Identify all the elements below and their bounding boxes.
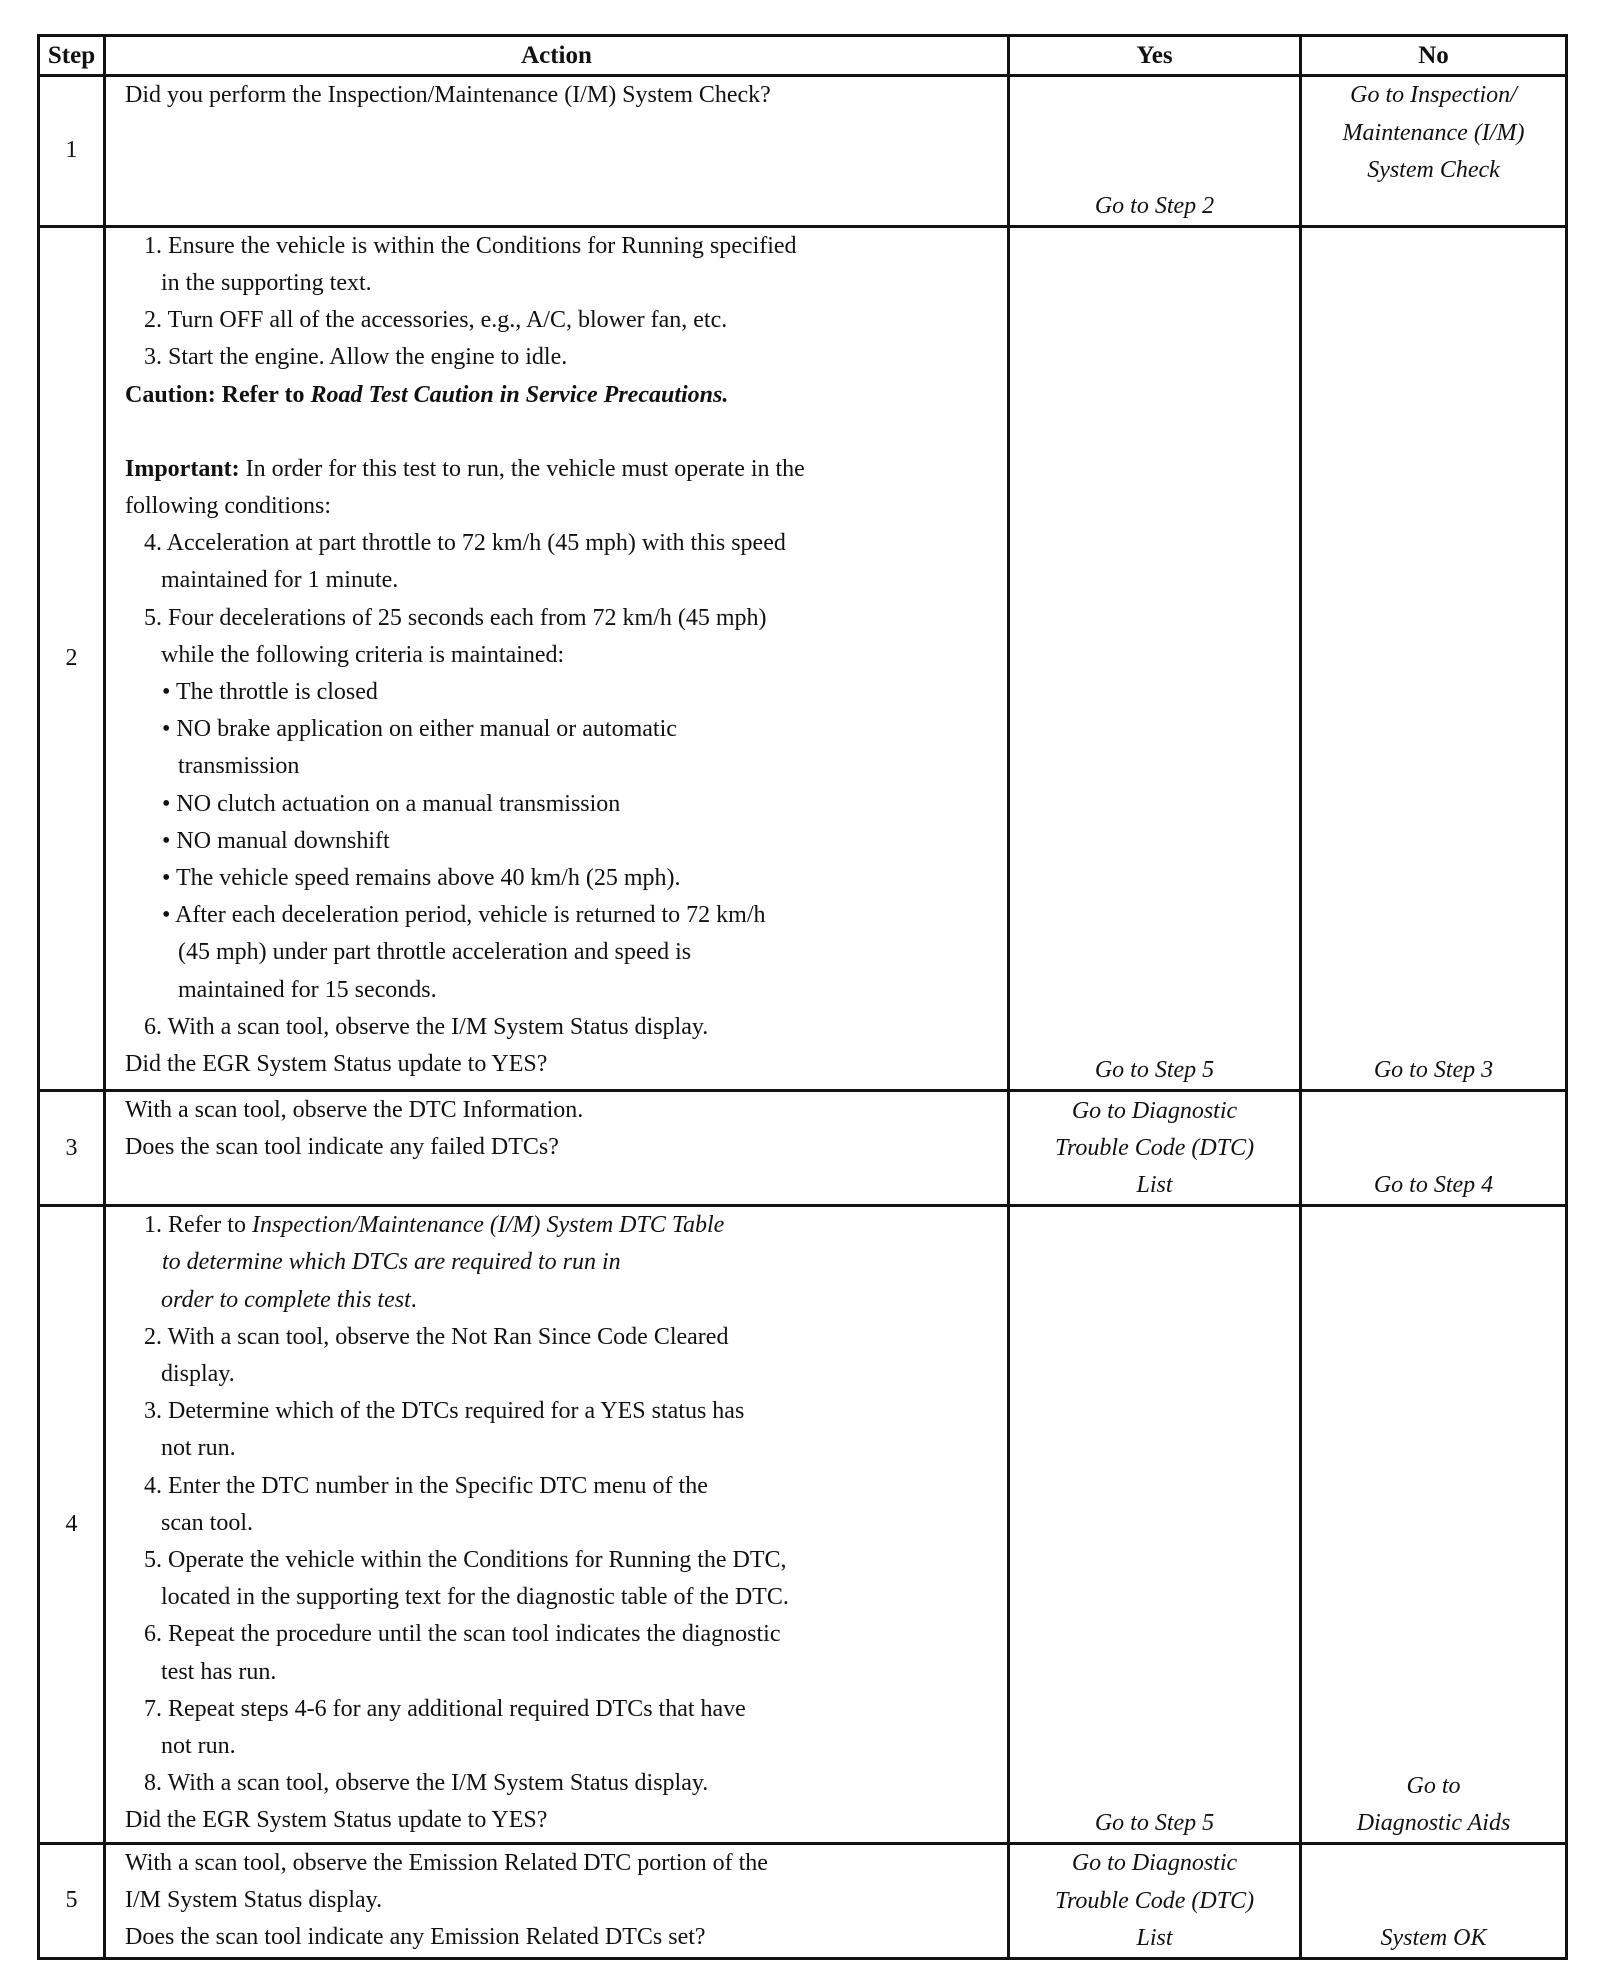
action-line: 7. Repeat steps 4-6 for any additional required DTCs that have xyxy=(144,1695,746,1722)
header-no: No xyxy=(1301,36,1567,76)
action-cell xyxy=(105,76,1009,226)
no-cell xyxy=(1301,76,1567,226)
yes-line: Trouble Code (DTC) xyxy=(1054,1887,1255,1914)
no-line: Diagnostic Aids xyxy=(1356,1809,1511,1836)
action-line: 8. With a scan tool, observe the I/M System Status display. xyxy=(144,1770,709,1797)
yes-cell xyxy=(1009,76,1301,226)
action-line: not run. xyxy=(161,1733,236,1760)
step-number: 2 xyxy=(39,226,105,1091)
action-line xyxy=(125,1244,995,1281)
step-number: 1 xyxy=(39,76,105,226)
action-line: 3. Start the engine. Allow the engine to idle. xyxy=(144,344,568,371)
yes-line: List xyxy=(1136,1171,1173,1198)
action-line: following conditions: xyxy=(125,492,331,519)
bullet-line: (45 mph) under part throttle acceleration and speed is xyxy=(178,939,692,966)
header-yes: Yes xyxy=(1009,36,1301,76)
action-line xyxy=(125,1207,995,1244)
table-row-step-5 xyxy=(39,1844,1567,1959)
bullet-line: • NO manual downshift xyxy=(162,827,390,854)
header-step: Step xyxy=(39,36,105,76)
yes-cell xyxy=(1009,1844,1301,1959)
action-line: 2. Turn OFF all of the accessories, e.g., A/C, blower fan, etc. xyxy=(144,307,728,334)
table-row-step-2 xyxy=(39,226,1567,1091)
yes-cell xyxy=(1009,1091,1301,1206)
important-line xyxy=(125,451,995,488)
no-cell xyxy=(1301,226,1567,1091)
no-line: System OK xyxy=(1380,1924,1487,1951)
step-number: 5 xyxy=(39,1844,105,1959)
header-row xyxy=(39,36,1567,76)
action-line: I/M System Status display. xyxy=(125,1887,383,1914)
bullet-line: • NO brake application on either manual or automatic xyxy=(162,716,677,743)
diagnostic-table xyxy=(37,34,1568,1960)
action-line: 6. With a scan tool, observe the I/M System Status display. xyxy=(144,1013,709,1040)
yes-line: Go to Diagnostic xyxy=(1071,1097,1238,1124)
yes-line: Trouble Code (DTC) xyxy=(1054,1134,1255,1161)
yes-line: Go to Diagnostic xyxy=(1071,1850,1238,1877)
important-text: In order for this test to run, the vehicle must operate in the xyxy=(239,455,805,482)
action-line xyxy=(125,1282,995,1319)
no-line: System Check xyxy=(1367,156,1500,183)
no-line: Go to Step 3 xyxy=(1373,1057,1494,1084)
action-line: maintained for 1 minute. xyxy=(161,567,399,594)
action-line: scan tool. xyxy=(161,1509,253,1536)
refer-table-continued: to determine which DTCs are required to run in xyxy=(162,1249,621,1276)
action-cell xyxy=(105,1844,1009,1959)
bullet-line: transmission xyxy=(178,753,300,780)
spacer xyxy=(125,414,995,451)
yes-line: Go to Step 5 xyxy=(1094,1057,1215,1084)
action-line: With a scan tool, observe the Emission Related DTC portion of the xyxy=(125,1850,768,1877)
action-line: 2. With a scan tool, observe the Not Ran Since Code Cleared xyxy=(144,1323,729,1350)
caution-line xyxy=(125,377,995,414)
step-number: 4 xyxy=(39,1206,105,1844)
action-question: Does the scan tool indicate any failed DTCs? xyxy=(125,1134,559,1161)
no-cell xyxy=(1301,1206,1567,1844)
action-line: 5. Four decelerations of 25 seconds each from 72 km/h (45 mph) xyxy=(144,604,767,631)
action-question: Did the EGR System Status update to YES? xyxy=(125,1051,548,1077)
no-line: Maintenance (I/M) xyxy=(1342,119,1525,146)
no-cell xyxy=(1301,1844,1567,1959)
yes-line: Go to Step 5 xyxy=(1094,1809,1215,1836)
bullet-line: • NO clutch actuation on a manual transmission xyxy=(162,790,621,817)
action-line: 1. Ensure the vehicle is within the Conditions for Running specified xyxy=(144,232,797,259)
action-line: 5. Operate the vehicle within the Conditions for Running the DTC, xyxy=(144,1547,787,1573)
action-cell xyxy=(105,1091,1009,1206)
no-line: Go to xyxy=(1406,1772,1461,1799)
action-line: located in the supporting text for the diagnostic table of the DTC. xyxy=(161,1584,789,1611)
action-line: in the supporting text. xyxy=(161,269,372,296)
action-cell xyxy=(105,226,1009,1091)
bullet-line: • The throttle is closed xyxy=(162,678,378,705)
step-number: 3 xyxy=(39,1091,105,1206)
yes-line: Go to Step 2 xyxy=(1094,192,1215,219)
yes-cell xyxy=(1009,1206,1301,1844)
caution-reference: Road Test Caution in Service Precautions. xyxy=(310,381,729,408)
action-line: Did you perform the Inspection/Maintenance (I/M) System Check? xyxy=(125,82,771,109)
action-line: while the following criteria is maintained: xyxy=(161,641,565,668)
important-label: Important: xyxy=(125,455,240,482)
bullet-line: maintained for 15 seconds. xyxy=(178,976,437,1003)
no-line: Go to Step 4 xyxy=(1373,1171,1494,1198)
bullet-line: • The vehicle speed remains above 40 km/h (25 mph). xyxy=(162,864,681,891)
action-cell xyxy=(105,1206,1009,1844)
action-question: Does the scan tool indicate any Emission Related DTCs set? xyxy=(125,1924,706,1951)
header-action: Action xyxy=(105,36,1009,76)
bullet-line: • After each deceleration period, vehicle is returned to 72 km/h xyxy=(162,902,766,929)
no-cell xyxy=(1301,1091,1567,1206)
period: . xyxy=(410,1286,417,1313)
action-line: not run. xyxy=(161,1435,236,1462)
refer-text: 1. Refer to xyxy=(144,1212,252,1239)
refer-table-name: Inspection/Maintenance (I/M) System DTC Table xyxy=(251,1212,725,1239)
refer-table-continued: order to complete this test xyxy=(161,1286,411,1313)
action-question: Did the EGR System Status update to YES? xyxy=(125,1807,548,1834)
yes-cell xyxy=(1009,226,1301,1091)
table-row-step-4 xyxy=(39,1206,1567,1844)
caution-label: Caution: Refer to xyxy=(125,381,311,408)
yes-line: List xyxy=(1136,1924,1173,1951)
action-line: test has run. xyxy=(161,1658,277,1685)
table-row-step-3 xyxy=(39,1091,1567,1206)
action-line: With a scan tool, observe the DTC Information. xyxy=(125,1097,584,1124)
action-line: 4. Acceleration at part throttle to 72 km/h (45 mph) with this speed xyxy=(144,530,786,557)
action-line: display. xyxy=(161,1360,235,1387)
action-line: 3. Determine which of the DTCs required for a YES status has xyxy=(144,1398,745,1425)
no-line: Go to Inspection/ xyxy=(1350,82,1517,109)
action-line: 6. Repeat the procedure until the scan tool indicates the diagnostic xyxy=(144,1621,781,1648)
action-line: 4. Enter the DTC number in the Specific DTC menu of the xyxy=(144,1472,708,1499)
table-row-step-1 xyxy=(39,76,1567,226)
